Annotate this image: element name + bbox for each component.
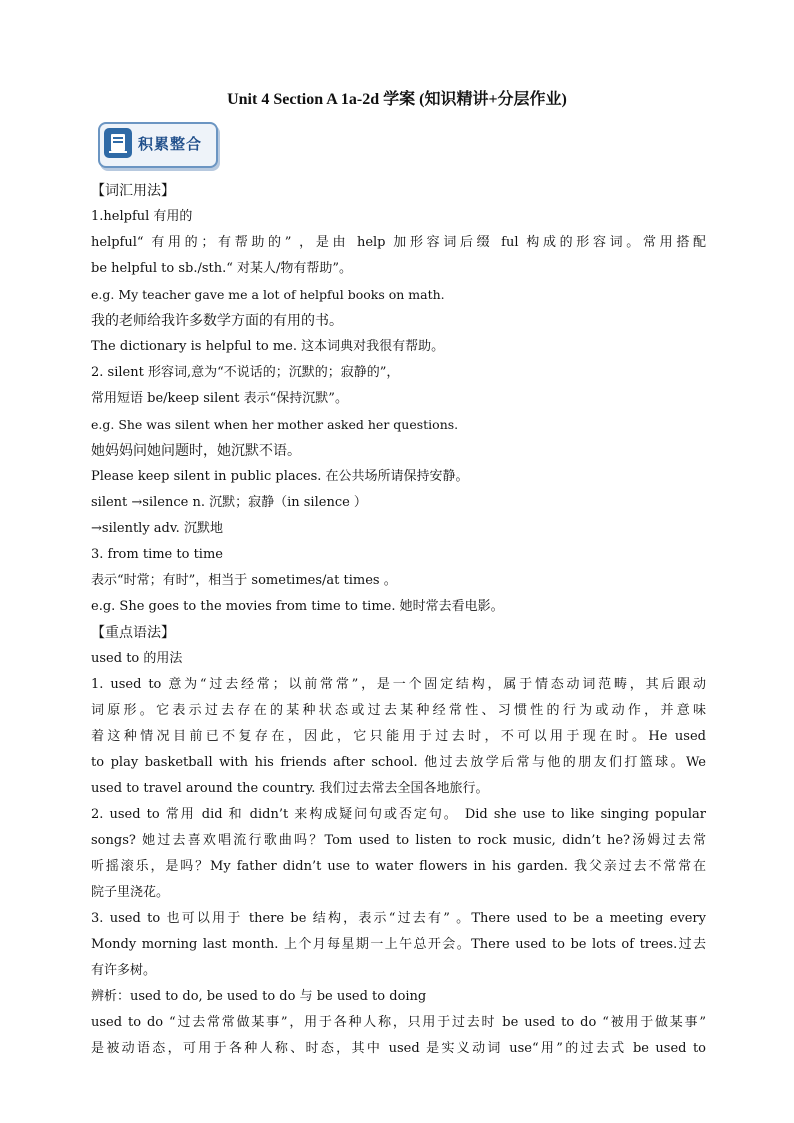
section-badge: [98, 122, 216, 166]
text-line: used to travel around the country. 我们过去常去全国各地旅行。: [91, 781, 489, 796]
vocab-item-helpful: 1.helpful 有用的: [91, 209, 193, 224]
vocab-item-silent: 2. silent 形容词,意为“不说话的；沉默的；寂静的”，: [91, 365, 400, 380]
example-line: The dictionary is helpful to me. 这本词典对我很有帮助。: [91, 339, 445, 354]
text-line: be helpful to sb./sth.“ 对某人/物有帮助”。: [91, 261, 353, 276]
book-icon: [104, 128, 132, 158]
example-line: Please keep silent in public places. 在公共场所请保持安静。: [91, 469, 469, 484]
section-heading-vocabulary: 【词汇用法】: [91, 183, 175, 199]
translation-line: 我的老师给我许多数学方面的有用的书。: [91, 313, 343, 329]
translation-line: 她妈妈问她问题时，她沉默不语。: [91, 443, 301, 459]
section-heading-grammar: 【重点语法】: [91, 625, 175, 641]
text-line: Mondy morning last month. 上个月每星期一上午总开会。There used to be lots of trees.过去: [91, 937, 706, 952]
text-line: 是被动语态，可用于各种人称、时态，其中 used 是实义动词 use“用”的过去式 be used to: [91, 1041, 706, 1056]
text-line: 院子里浇花。: [91, 885, 170, 900]
text-line: 3. used to 也可以用于 there be 结构，表示“过去有” 。There used to be a meeting every: [91, 911, 706, 926]
text-line: 辨析：used to do, be used to do 与 be used to doing: [91, 989, 427, 1004]
text-line: →silently adv. 沉默地: [91, 521, 223, 536]
page-title: Unit 4 Section A 1a-2d 学案 (知识精讲+分层作业): [227, 91, 567, 108]
document-body: [91, 178, 706, 1062]
text-line: used to do “过去常常做某事”，用于各种人称，只用于过去时 be used to do “被用于做某事”: [91, 1015, 706, 1030]
text-line: songs? 她过去喜欢唱流行歌曲吗？Tom used to listen to rock music, didn’t he?汤姆过去常: [91, 833, 706, 848]
text-line: 1. used to 意为“过去经常；以前常常”，是一个固定结构，属于情态动词范畴，其后跟动: [91, 677, 706, 692]
text-line: to play basketball with his friends after school. 他过去放学后常与他的朋友们打篮球。We: [91, 755, 706, 770]
text-line: 着这种情况目前已不复存在，因此，它只能用于过去时，不可以用于现在时。He used: [91, 729, 706, 744]
text-line: 听摇滚乐，是吗？My father didn’t use to water flowers in his garden. 我父亲过去不常常在: [91, 859, 706, 874]
text-line: 有许多树。: [91, 963, 157, 978]
example-line: e.g. My teacher gave me a lot of helpful books on math.: [91, 287, 445, 302]
grammar-subheading: used to 的用法: [91, 651, 183, 666]
text-line: 2. used to 常用 did 和 didn’t 来构成疑问句或否定句。 Did she use to like singing popular: [91, 807, 706, 822]
badge-label: 积累整合: [138, 135, 203, 153]
text-line: helpful“ 有用的；有帮助的” ，是由 help 加形容词后缀 ful 构成的形容词。常用搭配: [91, 235, 706, 250]
text-line: 表示“时常；有时”，相当于 sometimes/at times 。: [91, 573, 397, 588]
vocab-item-from-time-to-time: 3. from time to time: [91, 547, 223, 562]
text-line: 常用短语 be/keep silent 表示“保持沉默”。: [91, 391, 348, 406]
text-line: silent →silence n. 沉默；寂静（in silence ）: [91, 495, 367, 510]
example-line: e.g. She goes to the movies from time to time. 她时常去看电影。: [91, 599, 504, 614]
text-line: 词原形。它表示过去存在的某种状态或过去某种经常性、习惯性的行为或动作，并意味: [91, 703, 706, 718]
example-line: e.g. She was silent when her mother asked her questions.: [91, 417, 459, 432]
